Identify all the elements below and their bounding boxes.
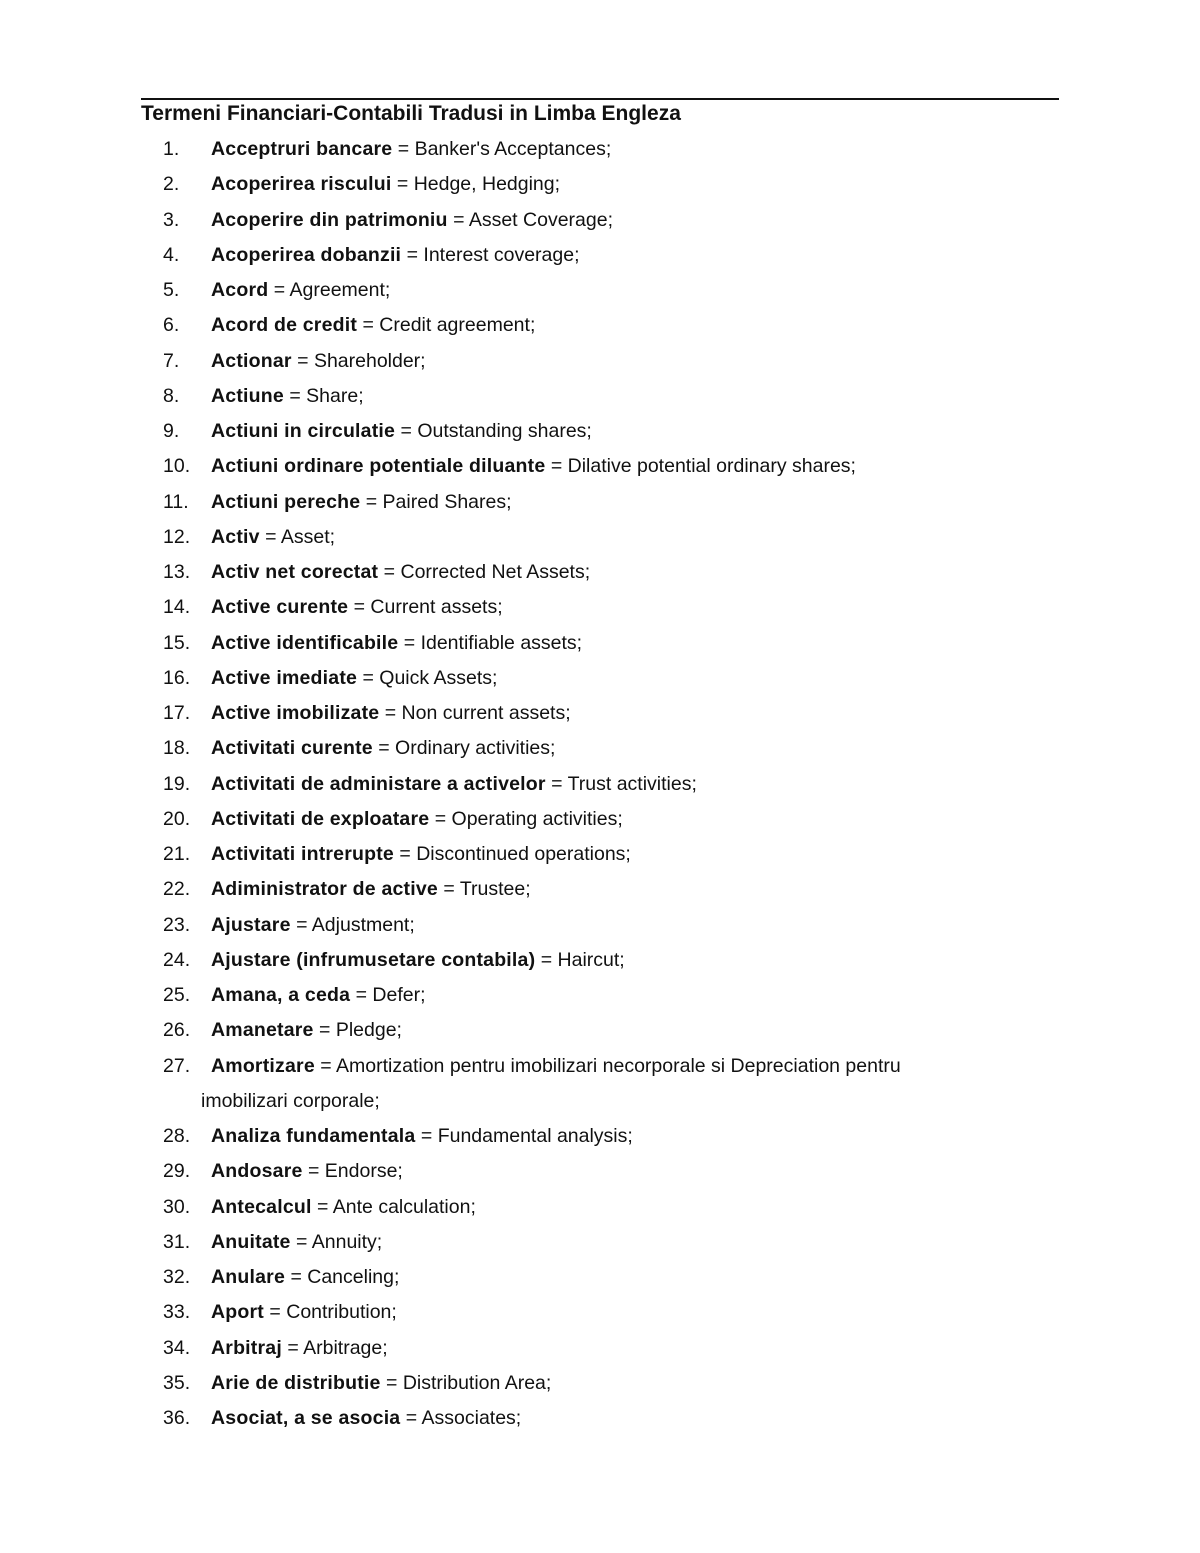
item-body [211,1119,633,1154]
term-ro: Ajustare (infrumusetare contabila) [211,948,536,971]
item-body [211,344,426,379]
list-item [0,1013,1200,1048]
term-en: Discontinued operations; [416,843,631,865]
item-number: 5. [163,279,180,301]
list-item [0,379,1200,414]
item-body [211,238,580,273]
list-item [0,908,1200,943]
term-en: Canceling; [307,1266,400,1288]
item-number: 2. [163,173,180,196]
equals-sign: = [443,878,455,901]
item-body [211,590,503,625]
term-ro: Arbitraj [211,1336,282,1359]
item-body [211,1154,403,1189]
term-en: Endorse; [324,1160,403,1183]
term-ro: Amortizare [211,1054,315,1077]
term-en: Arbitrage; [303,1336,388,1359]
item-number: 19. [163,772,191,795]
term-ro: Aport [211,1301,264,1324]
item-body [211,943,625,978]
list-item [0,767,1200,802]
term-ro: Actiuni in circulatie [211,420,396,442]
term-en: Corrected Net Assets; [400,561,591,583]
term-ro: Amanetare [211,1019,314,1042]
item-body [211,1260,399,1295]
item-body [211,1190,476,1225]
term-ro: Adiministrator de active [211,878,438,901]
equals-sign: = [453,208,465,231]
list-item [0,626,1200,661]
term-ro: Ajustare [211,913,291,936]
item-body [211,661,497,696]
equals-sign: = [396,173,409,196]
equals-sign: = [378,737,390,760]
term-ro: Asociat, a se asocia [211,1407,401,1429]
list-item [0,132,1200,167]
list-item [0,731,1200,766]
item-body [211,696,571,731]
item-number: 3. [163,208,180,231]
list-item [0,449,1200,484]
item-body [211,802,623,837]
equals-sign: = [362,314,374,337]
equals-sign: = [406,243,418,266]
term-en: Adjustment; [311,913,415,936]
term-ro: Antecalcul [211,1195,312,1218]
list-item [0,238,1200,273]
item-body [211,978,426,1013]
equals-sign: = [551,772,563,795]
item-body [211,520,335,555]
item-number: 30. [163,1195,191,1218]
item-body [211,767,697,802]
equals-sign: = [269,1301,281,1324]
term-ro: Amana, a ceda [211,984,351,1006]
list-item [0,1366,1200,1401]
term-ro: Acoperirea dobanzii [211,243,402,266]
term-ro: Acoperirea riscului [211,173,392,196]
item-number: 33. [163,1301,191,1324]
item-number: 29. [163,1160,191,1183]
term-en: Amortization pentru imobilizari necorporale si Depreciation pentru [336,1054,901,1077]
item-body [211,132,611,167]
equals-sign: = [399,843,411,865]
equals-sign: = [384,702,397,724]
term-ro: Anuitate [211,1230,291,1253]
list-item [0,1190,1200,1225]
item-number: 20. [163,807,191,830]
item-body [211,1295,397,1330]
item-number: 4. [163,243,180,266]
item-body [211,837,631,872]
term-ro: Anulare [211,1266,286,1288]
equals-sign: = [405,1407,418,1429]
equals-sign: = [386,1371,398,1394]
term-ro: Active imediate [211,666,358,689]
term-ro: Actiune [211,384,284,407]
list-item [0,696,1200,731]
list-item [0,943,1200,978]
item-number: 24. [163,948,191,971]
term-ro: Active imobilizate [211,702,380,724]
equals-sign: = [296,1230,308,1253]
list-item [0,661,1200,696]
item-body [211,308,535,343]
equals-sign: = [290,1266,302,1288]
item-number: 13. [163,561,191,583]
item-body [211,449,856,484]
item-number: 23. [163,913,191,936]
term-ro: Actiuni ordinare potentiale diluante [211,455,546,478]
item-number: 22. [163,878,191,901]
equals-sign: = [317,1195,329,1218]
item-body [211,555,590,590]
equals-sign: = [320,1054,332,1077]
item-body [211,485,512,520]
item-body [211,167,560,202]
term-en: Credit agreement; [379,314,536,337]
term-en: Defer; [372,984,426,1006]
term-en: Share; [306,384,364,407]
item-body [211,731,555,766]
list-item [0,520,1200,555]
list-item [0,308,1200,343]
term-ro: Activitati de administare a activelor [211,772,546,795]
item-number: 21. [163,843,191,865]
term-en: Pledge; [335,1019,402,1042]
term-en: Banker's Acceptances; [414,138,612,160]
term-en: Identifiable assets; [420,631,583,654]
item-number: 7. [163,349,180,372]
equals-sign: = [403,631,416,654]
item-number: 27. [163,1054,191,1077]
term-en: Fundamental analysis; [437,1125,633,1147]
term-en: Haircut; [557,948,625,971]
item-number: 35. [163,1371,191,1394]
item-body [211,626,582,661]
term-ro: Actiuni pereche [211,490,361,513]
term-en: Current assets; [370,596,503,619]
term-ro: Arie de distributie [211,1371,381,1394]
term-en: Non current assets; [401,702,571,724]
term-en-continuation: imobilizari corporale; [201,1089,380,1112]
item-number: 17. [163,702,191,724]
list-item [0,1260,1200,1295]
item-number: 36. [163,1407,191,1429]
item-body [211,414,592,449]
equals-sign: = [400,420,412,442]
equals-sign: = [353,596,365,619]
item-number: 25. [163,984,191,1006]
term-en: Distribution Area; [402,1371,552,1394]
term-ro: Activitati intrerupte [211,843,394,865]
term-ro: Acord de credit [211,314,358,337]
list-item [0,414,1200,449]
equals-sign: = [550,455,563,478]
equals-sign: = [420,1125,433,1147]
item-body [211,908,415,943]
term-ro: Analiza fundamentala [211,1125,416,1147]
item-number: 10. [163,455,191,478]
term-en: Ordinary activities; [395,737,556,760]
list-item [0,872,1200,907]
item-number: 14. [163,596,191,619]
term-en: Operating activities; [451,807,623,830]
item-body [211,1366,551,1401]
term-en: Asset Coverage; [468,208,613,231]
term-ro: Active curente [211,596,349,619]
equals-sign: = [307,1160,320,1183]
term-ro: Andosare [211,1160,303,1183]
item-body [211,1049,901,1084]
term-en: Asset; [280,525,336,548]
equals-sign: = [297,349,309,372]
item-body [211,1013,402,1048]
list-item [0,1401,1200,1436]
equals-sign: = [296,913,308,936]
term-en: Shareholder; [313,349,426,372]
list-item [0,1295,1200,1330]
item-number: 18. [163,737,191,760]
item-body [211,872,531,907]
list-item [0,555,1200,590]
equals-sign: = [362,666,374,689]
equals-sign: = [265,525,277,548]
term-ro: Activitati curente [211,737,373,760]
item-body [211,273,390,308]
list-item [0,590,1200,625]
term-en: Dilative potential ordinary shares; [567,455,856,478]
term-en: Hedge, Hedging; [413,173,561,196]
term-ro: Active identificabile [211,631,399,654]
term-en: Associates; [421,1407,522,1429]
item-number: 16. [163,666,191,689]
list-item [0,203,1200,238]
item-number: 31. [163,1230,191,1253]
list-item [0,1049,1200,1120]
glossary-list [0,132,1200,1436]
term-ro: Activ net corectat [211,561,379,583]
equals-sign: = [287,1336,299,1359]
list-item [0,1154,1200,1189]
term-ro: Acord [211,279,269,301]
item-number: 11. [163,490,189,513]
item-body [211,1331,388,1366]
term-en: Annuity; [311,1230,383,1253]
item-number: 26. [163,1019,191,1042]
term-en: Interest coverage; [423,243,580,266]
term-en: Trust activities; [567,772,697,795]
list-item [0,1331,1200,1366]
list-item [0,344,1200,379]
equals-sign: = [540,948,553,971]
list-item [0,485,1200,520]
term-ro: Activitati de exploatare [211,807,430,830]
item-number: 9. [163,420,180,442]
term-en: Quick Assets; [379,666,498,689]
term-ro: Acoperire din patrimoniu [211,208,448,231]
term-en: Paired Shares; [382,490,512,513]
list-item [0,837,1200,872]
list-item [0,1119,1200,1154]
term-ro: Actionar [211,349,292,372]
term-en: Contribution; [286,1301,397,1324]
equals-sign: = [355,984,367,1006]
item-number: 34. [163,1336,191,1359]
equals-sign: = [434,807,447,830]
list-item [0,167,1200,202]
equals-sign: = [397,138,410,160]
item-number: 15. [163,631,191,654]
term-en: Trustee; [459,878,531,901]
document-title: Termeni Financiari-Contabili Tradusi in Limba Engleza [141,102,681,125]
item-body [211,1401,521,1436]
equals-sign: = [365,490,378,513]
term-en: Ante calculation; [332,1195,476,1218]
list-item [0,273,1200,308]
item-body [211,1225,382,1260]
item-number: 28. [163,1125,191,1147]
term-en: Agreement; [289,279,391,301]
equals-sign: = [383,561,396,583]
item-number: 12. [163,525,191,548]
term-ro: Acceptruri bancare [211,138,393,160]
term-en: Outstanding shares; [417,420,592,442]
equals-sign: = [289,384,301,407]
item-number: 8. [163,384,180,407]
term-ro: Activ [211,525,260,548]
list-item [0,1225,1200,1260]
item-number: 6. [163,314,180,337]
equals-sign: = [319,1019,331,1042]
item-body [211,379,364,414]
item-number: 1. [163,138,180,160]
list-item [0,978,1200,1013]
equals-sign: = [273,279,286,301]
item-number: 32. [163,1266,191,1288]
list-item [0,802,1200,837]
item-body [211,203,613,238]
